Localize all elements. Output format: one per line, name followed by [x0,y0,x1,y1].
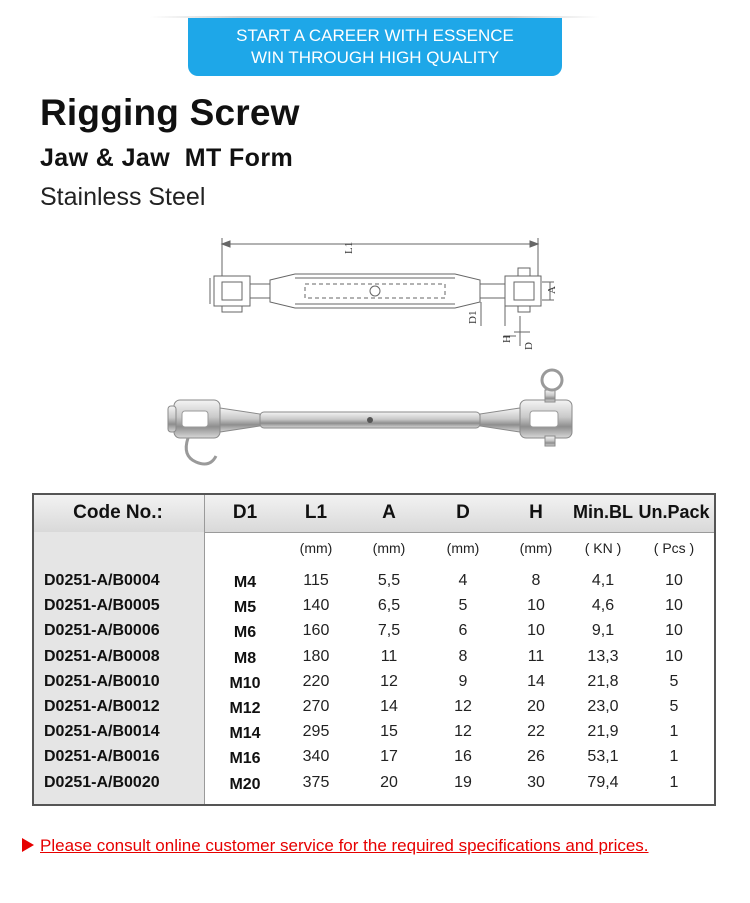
unit-minbl: ( KN ) [584,540,622,556]
row-l1: 340 [302,748,330,765]
row-d1: M14 [229,725,261,742]
header-d1: D1 [232,502,258,523]
row-code: D0251-A/B0006 [44,622,160,639]
row-l1: 115 [303,572,329,589]
row-minbl: 4,1 [591,572,615,589]
product-photo [160,368,590,478]
row-d: 19 [454,774,472,791]
row-l1: 180 [302,648,330,665]
row-a: 15 [380,723,398,740]
row-unpack: 5 [669,698,679,715]
row-unpack: 10 [665,648,683,665]
unit-l1: (mm) [299,540,333,556]
row-d: 5 [458,597,468,614]
row-d1: M5 [233,599,257,616]
row-a: 14 [380,698,398,715]
header-d: D [456,502,470,523]
row-unpack: 1 [669,748,679,765]
row-a: 20 [380,774,398,791]
product-subtitle: Jaw & Jaw MT Form [40,144,294,172]
row-d1: M10 [229,675,261,692]
row-code: D0251-A/B0004 [44,572,160,589]
row-l1: 295 [302,723,330,740]
row-d1: M6 [233,624,257,641]
header-h: H [529,502,543,523]
header-unpack: Un.Pack [638,502,710,522]
row-minbl: 4,6 [591,597,615,614]
row-minbl: 21,8 [587,673,619,690]
header-l1: L1 [304,502,328,523]
row-d: 8 [458,648,468,665]
dim-h-label: H [501,335,513,343]
row-h: 30 [527,774,545,791]
row-h: 20 [527,698,545,715]
row-code: D0251-A/B0016 [44,748,160,765]
notice-bar [22,836,732,856]
row-minbl: 23,0 [587,698,619,715]
row-code: D0251-A/B0012 [44,698,160,715]
row-h: 26 [527,748,545,765]
product-title: Rigging Screw [40,92,300,133]
row-minbl: 79,4 [587,774,619,791]
spec-table [32,493,716,806]
row-unpack: 1 [669,723,679,740]
row-code: D0251-A/B0008 [44,648,160,665]
row-d: 9 [458,673,468,690]
row-unpack: 10 [665,572,683,589]
header-a: A [382,502,396,523]
unit-a: (mm) [372,540,406,556]
row-h: 10 [527,597,545,614]
unit-h: (mm) [519,540,553,556]
row-d: 16 [454,748,472,765]
slogan-line-1: START A CAREER WITH ESSENCE [236,26,514,45]
row-l1: 220 [302,673,330,690]
product-material: Stainless Steel [40,183,206,211]
dim-a-label: A [546,286,558,294]
row-a: 11 [380,648,398,665]
row-minbl: 9,1 [591,622,615,639]
row-h: 11 [527,648,545,665]
row-h: 22 [527,723,545,740]
row-code: D0251-A/B0020 [44,774,160,791]
row-minbl: 21,9 [587,723,619,740]
row-minbl: 13,3 [587,648,619,665]
row-d: 6 [458,622,468,639]
row-minbl: 53,1 [587,748,619,765]
row-l1: 140 [302,597,330,614]
row-a: 7,5 [377,622,401,639]
unit-d: (mm) [446,540,480,556]
row-a: 5,5 [377,572,401,589]
row-l1: 375 [302,774,330,791]
row-code: D0251-A/B0010 [44,673,160,690]
row-d: 12 [454,698,472,715]
row-unpack: 5 [669,673,679,690]
row-a: 17 [380,748,398,765]
row-d1: M12 [229,700,261,717]
row-code: D0251-A/B0005 [44,597,160,614]
row-l1: 160 [302,622,330,639]
row-l1: 270 [302,698,330,715]
row-h: 14 [527,673,545,690]
slogan-line-2: WIN THROUGH HIGH QUALITY [250,48,500,67]
row-unpack: 1 [669,774,679,791]
dim-l1-label: L1 [343,241,355,254]
row-d: 4 [458,572,468,589]
row-d1: M8 [233,650,257,667]
row-unpack: 10 [665,622,683,639]
row-a: 6,5 [377,597,401,614]
header-minbl: Min.BL [573,502,633,522]
row-h: 8 [531,572,541,589]
header-code: Code No.: [73,502,163,523]
unit-unpack: ( Pcs ) [653,540,695,556]
row-unpack: 10 [665,597,683,614]
technical-drawing [200,228,560,353]
dim-d1-label: D1 [467,310,479,324]
row-d1: M4 [233,574,257,591]
row-d1: M20 [229,776,261,793]
row-d1: M16 [229,750,261,767]
notice-text[interactable]: Please consult online customer service for the required specifications and prices. [40,836,649,855]
slogan-banner [188,18,562,76]
row-code: D0251-A/B0014 [44,723,160,740]
column-divider [204,495,205,804]
triangle-right-icon [22,838,34,852]
row-d: 12 [454,723,472,740]
dim-d-label: D [523,342,535,350]
row-h: 10 [527,622,545,639]
row-a: 12 [380,673,398,690]
